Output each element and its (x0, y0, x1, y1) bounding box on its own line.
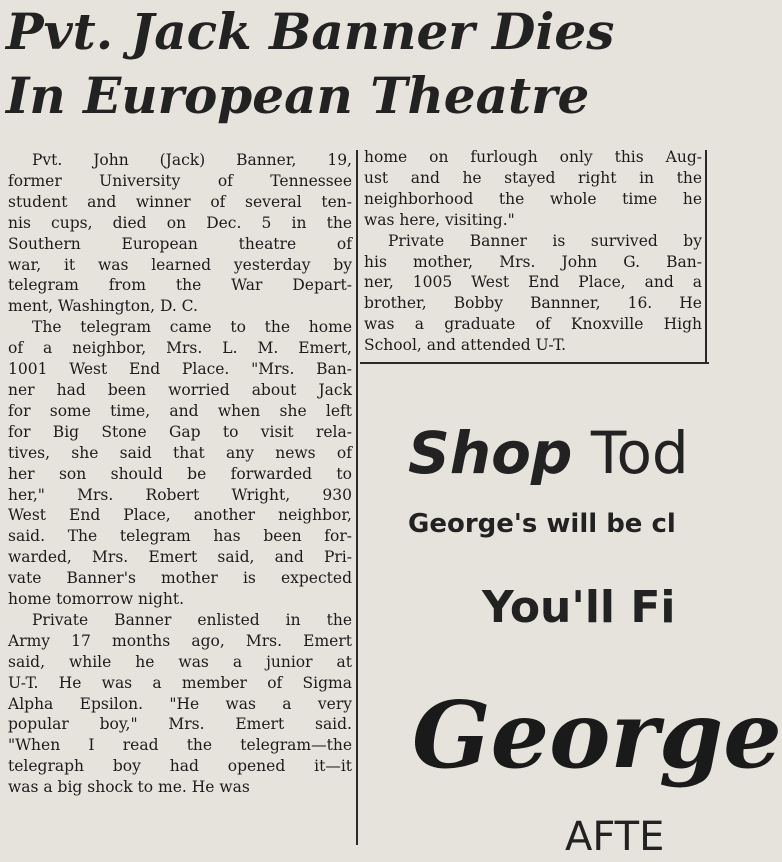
ad-closed-notice: George's will be cl (408, 509, 676, 539)
article-line: ust and he stayed right in the (364, 168, 702, 187)
article-line: U-T. He was a member of Sigma (8, 673, 352, 692)
headline-line-1: Pvt. Jack Banner Dies (6, 2, 615, 61)
ad-youll-find: You'll Fi (482, 582, 676, 633)
article-line: home tomorrow night. (8, 590, 185, 609)
article-paragraph (8, 317, 352, 610)
article-line: telegram from the War Depart- (8, 276, 352, 295)
article-line: warded, Mrs. Emert said, and Pri- (8, 548, 352, 567)
article-line: said. The telegram has been for- (8, 527, 352, 546)
article-line: Private Banner enlisted in the (32, 610, 352, 629)
article-line: 1001 West End Place. "Mrs. Ban- (8, 360, 352, 379)
article-line: vate Banner's mother is expected (8, 569, 352, 588)
article-line: of a neighbor, Mrs. L. M. Emert, (8, 339, 352, 358)
article-line: ner, 1005 West End Place, and a (364, 273, 702, 292)
article-line: tives, she said that any news of (8, 443, 352, 462)
article-line: Army 17 months ago, Mrs. Emert (8, 631, 352, 650)
article-line: Southern European theatre of (8, 234, 352, 253)
article-line: her," Mrs. Robert Wright, 930 (8, 485, 352, 504)
ad-today-word: Tod (572, 419, 689, 487)
article-line: ner had been worried about Jack (8, 380, 352, 399)
article-paragraph (8, 150, 352, 317)
article-line: Alpha Epsilon. "He was a very (8, 694, 352, 713)
headline-line-2: In European Theatre (6, 66, 590, 125)
article-line: war, it was learned yesterday by (8, 255, 352, 274)
article-line: popular boy," Mrs. Emert said. (8, 715, 352, 734)
article-line: was here, visiting." (364, 210, 515, 229)
article-line: her son should be forwarded to (8, 464, 352, 483)
article-line: student and winner of several ten- (8, 192, 352, 211)
ad-shop-today (408, 418, 689, 488)
right-edge-divider (705, 150, 707, 362)
article-line: The telegram came to the home (32, 318, 352, 337)
article-line: nis cups, died on Dec. 5 in the (8, 213, 352, 232)
article-line: West End Place, another neighbor, (8, 506, 352, 525)
article-line: "When I read the telegram—the (8, 736, 352, 755)
article-line: Pvt. John (Jack) Banner, 19, (32, 151, 352, 169)
article-column-2 (364, 147, 702, 356)
article-end-rule (360, 362, 709, 364)
article-column-1 (8, 150, 352, 798)
article-line: brother, Bobby Bannner, 16. He (364, 294, 702, 313)
article-line: former University of Tennessee (8, 171, 352, 190)
article-paragraph (364, 231, 702, 356)
article-line: was a big shock to me. He was (8, 778, 250, 797)
article-line: home on furlough only this Aug- (364, 148, 702, 166)
article-line: neighborhood the whole time he (364, 189, 702, 208)
article-line: for Big Stone Gap to visit rela- (8, 422, 352, 441)
article-paragraph (8, 610, 352, 798)
article-line: said, while he was a junior at (8, 652, 352, 671)
article-headline (6, 0, 706, 128)
article-paragraph (364, 147, 702, 231)
article-line: was a graduate of Knoxville High (364, 315, 702, 334)
article-line: ment, Washington, D. C. (8, 297, 198, 316)
article-line: Private Banner is survived by (388, 231, 702, 250)
ad-shop-word: Shop (408, 419, 573, 487)
article-line: for some time, and when she left (8, 401, 352, 420)
article-line: his mother, Mrs. John G. Ban- (364, 252, 702, 271)
ad-store-name: George (412, 681, 782, 789)
article-line: telegraph boy had opened it—it (8, 757, 352, 776)
article-line: School, and attended U-T. (364, 336, 567, 355)
column-divider (356, 150, 358, 845)
ad-after-text: AFTE (565, 814, 665, 860)
